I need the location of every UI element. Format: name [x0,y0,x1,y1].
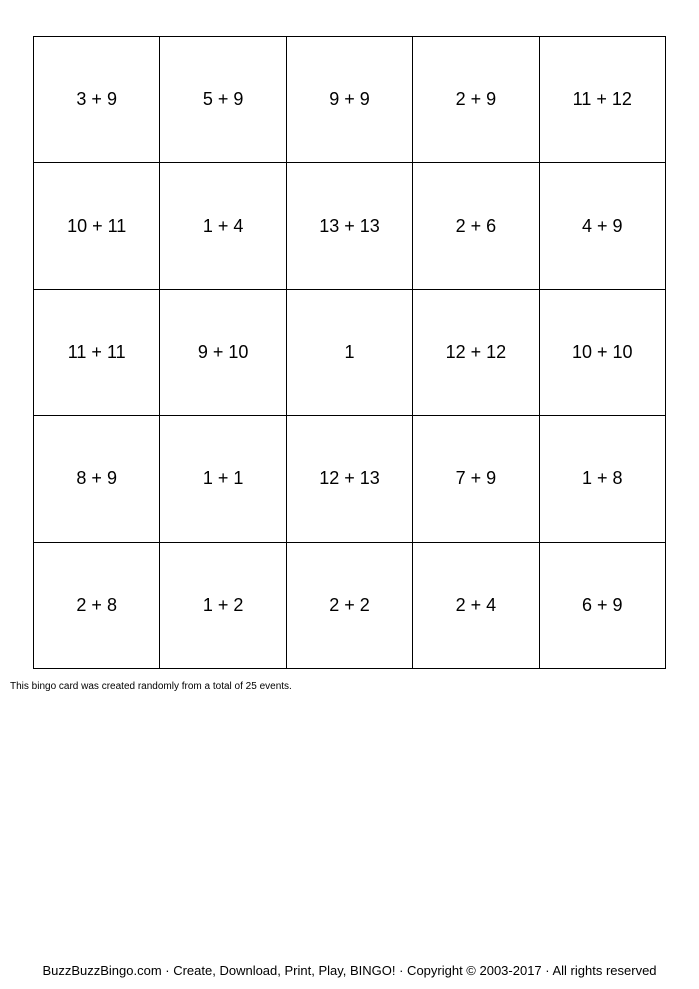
bingo-cell: 2 + 2 [287,543,413,669]
bingo-cell: 2 + 9 [413,37,539,163]
bingo-cell: 10 + 10 [540,290,666,416]
bingo-cell: 7 + 9 [413,416,539,542]
bingo-cell: 1 + 2 [160,543,286,669]
bingo-cell: 10 + 11 [34,163,160,289]
bingo-cell: 9 + 9 [287,37,413,163]
bingo-cell-center: 1 [287,290,413,416]
bingo-cell: 11 + 11 [34,290,160,416]
bingo-cell: 5 + 9 [160,37,286,163]
bingo-cell: 3 + 9 [34,37,160,163]
bingo-cell: 1 + 4 [160,163,286,289]
bingo-cell: 1 + 1 [160,416,286,542]
bingo-cell: 2 + 6 [413,163,539,289]
bingo-cell: 9 + 10 [160,290,286,416]
bingo-cell: 12 + 12 [413,290,539,416]
bingo-cell: 2 + 8 [34,543,160,669]
bingo-cell: 11 + 12 [540,37,666,163]
bingo-cell: 2 + 4 [413,543,539,669]
bingo-cell: 1 + 8 [540,416,666,542]
page-footer: BuzzBuzzBingo.com · Create, Download, Print, Play, BINGO! · Copyright © 2003-2017 · All rights reserved [42,963,657,978]
bingo-card-grid [33,36,666,669]
card-caption: This bingo card was created randomly from a total of 25 events. [10,681,292,692]
bingo-cell: 13 + 13 [287,163,413,289]
bingo-cell: 8 + 9 [34,416,160,542]
bingo-cell: 6 + 9 [540,543,666,669]
bingo-cell: 12 + 13 [287,416,413,542]
bingo-cell: 4 + 9 [540,163,666,289]
